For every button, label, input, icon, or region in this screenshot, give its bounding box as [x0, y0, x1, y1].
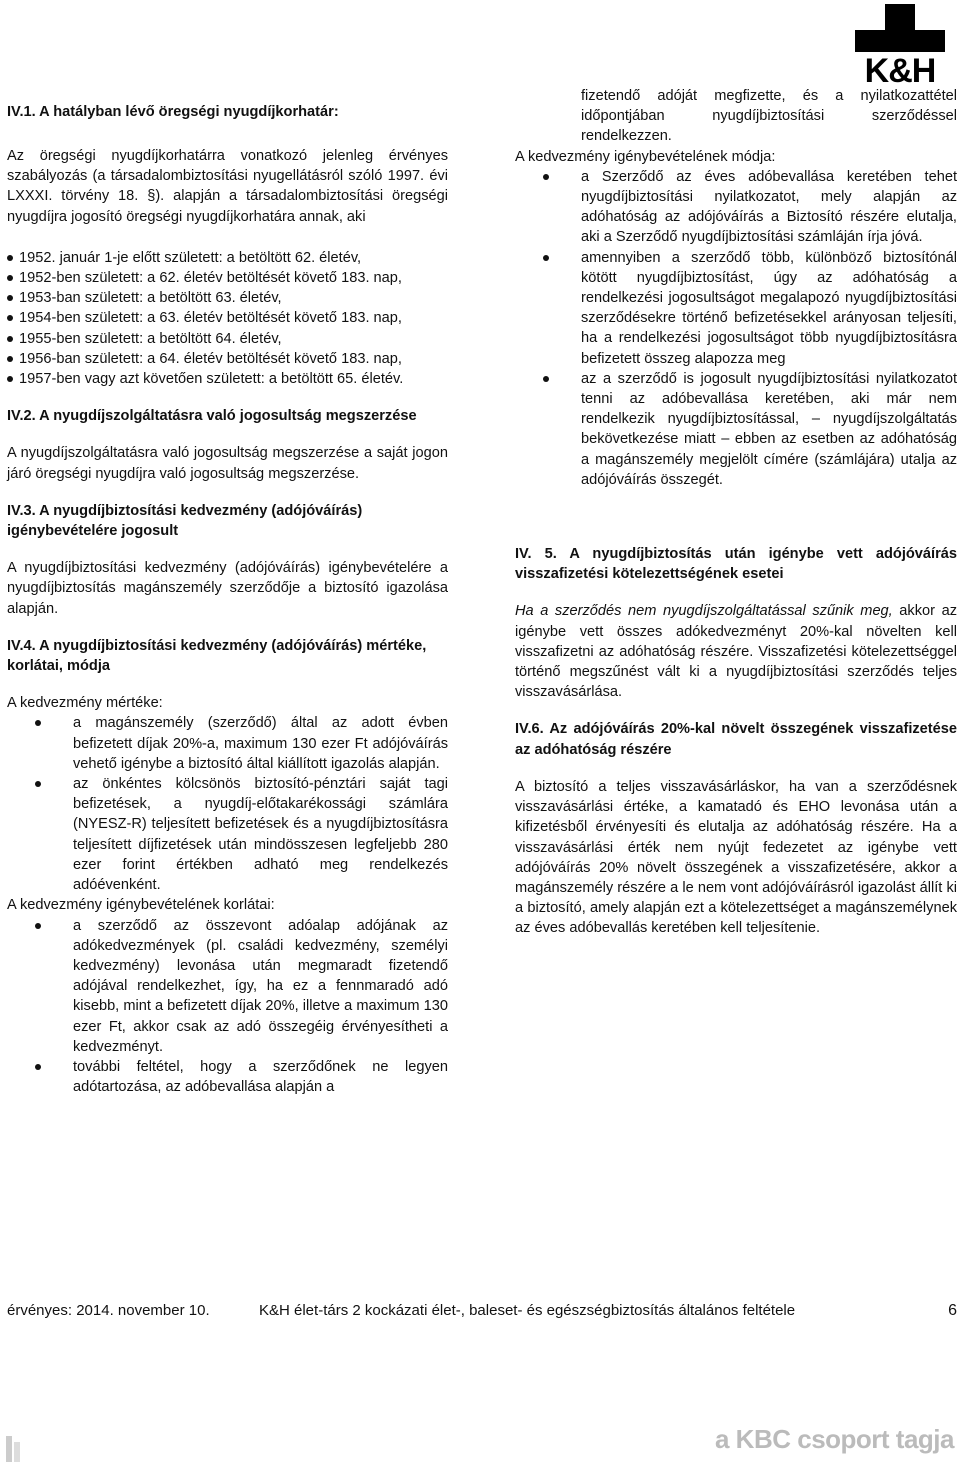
list-item: 1955-ben született: a betöltött 64. életév, — [7, 329, 448, 349]
corner-logo-icon — [6, 1436, 20, 1462]
list-item: 1953-ban született: a betöltött 63. életév, — [7, 288, 448, 308]
kh-logo-text: K&H — [864, 52, 936, 90]
mod-list — [515, 167, 957, 490]
paragraph-iv2: A nyugdíjszolgáltatásra való jogosultság megszerzése a saját jogon járó öregségi nyugdíjra való jogosultság megszerzése. — [7, 445, 448, 482]
korlat-lead: A kedvezmény igénybevételének korlátai: — [7, 897, 275, 914]
age-limit-list — [7, 248, 448, 389]
paragraph-iv6: A biztosító a teljes visszavásárláskor, ha van a szerződésnek visszavásárlási értéke, a kamatadó és EHO levonása után a kifizetésből érvényesíti és elutalja az adóhatóság részére. Ha a visszavásárlási érték nem nyújt fedezetet az igénybe vett adójóváírás 20% növelt összegének a visszafizetésére, akkor a magánszemély részére a le nem vont adójóváírásról igazolást állít ki a biztosító, amely alapján ezt a kötelezettséget a magánszemélynek az éves adóbevallás keretében kell teljesítenie. — [515, 778, 957, 937]
heading-iv3: IV.3. A nyugdíjbiztosítási kedvezmény (adójóváírás) igénybevételére jogosult — [7, 502, 363, 540]
list-item: 1952. január 1-je előtt született: a betöltött 62. életév, — [7, 248, 448, 268]
paragraph-iv3: A nyugdíjbiztosítási kedvezmény (adójóváírás) igénybevételére a nyugdíjbiztosítás magánszemély szerződője a biztosító igazolása alapján. — [7, 560, 448, 617]
paragraph-iv1: Az öregségi nyugdíjkorhatárra vonatkozó jelenleg érvényes szabályozás (a társadalombiztosítási nyugellátásról szóló 1997. évi LXXXI. törvény 18. §). alapján a társadalombiztosítási öregségi nyugdíjra jogosító öregségi nyugdíjkorhatára annak, aki — [7, 148, 448, 225]
mod-lead: A kedvezmény igénybevételének módja: — [515, 148, 776, 165]
kh-logo — [845, 4, 955, 90]
list-item: 1954-ben született: a 63. életév betöltését követő 183. nap, — [7, 308, 448, 328]
kbc-group-tagline: a KBC csoport tagja — [715, 1424, 954, 1454]
continued-text: fizetendő adóját megfizette, és a nyilatkozattétel időpontjában nyugdíjbiztosítási szerződéssel rendelkezzen. — [581, 88, 957, 145]
list-item: 1956-ban született: a 64. életév betöltését követő 183. nap, — [7, 349, 448, 369]
list-item: 1957-ben vagy azt követően született: a betöltött 65. életév. — [7, 369, 448, 389]
list-item: 1952-ben született: a 62. életév betöltését követő 183. nap, — [7, 268, 448, 288]
list-item: a Szerződő az éves adóbevallása keretében tehet nyugdíjbiztosítási nyilatkozatot, mely alapján az adóhatóság az adójóváírás a Biztosító részére elutalja, aki a Szerződő nyugdíjbiztosítási számláján írja jóvá. — [515, 167, 957, 248]
kh-logo-mark-icon — [845, 4, 955, 56]
list-item: további feltétel, hogy a szerződőnek ne legyen adótartozása, az adóbevallása alapján a — [7, 1057, 448, 1097]
mertek-lead: A kedvezmény mértéke: — [7, 695, 163, 712]
list-item: a szerződő az összevont adóalap adójának az adókedvezmények (pl. családi kedvezmény, személyi kedvezmény) levonása után megmaradt fizetendő adójával rendelkezhet, így, ha ez a fennmaradó adó kisebb, mint a befizetett díjak 20%, illetve a maximum 130 ezer Ft, akkor csak az adó összegéig érvényesítheti a kedvezményt. — [7, 916, 448, 1057]
left-column — [7, 102, 448, 1097]
list-item: az a szerződő is jogosult nyugdíjbiztosítási nyilatkozatot tenni az adóbevallása keretében, aki már nem rendelkezik nyugdíjbiztosítással, – nyugdíjszolgáltatás bekövetkezése miatt – ebben az esetben az adóhatóság a magánszemély megjelölt címére (számlájára) utalja az adójóváírás összegét. — [515, 369, 957, 490]
right-column — [515, 86, 957, 939]
footer-date: érvényes: 2014. november 10. — [7, 1302, 210, 1319]
paragraph-iv5 — [515, 601, 957, 702]
page-number: 6 — [948, 1302, 957, 1319]
list-item: a magánszemély (szerződő) által az adott évben befizetett díjak 20%-a, maximum 130 ezer Ft adójóváírás vehető igénybe a biztosító által kiállított igazolás alapján. — [7, 713, 448, 774]
korlat-list — [7, 916, 448, 1098]
heading-iv6: IV.6. Az adójóváírás 20%-kal növelt összegének visszafizetése az adóhatóság részére — [515, 721, 957, 758]
paragraph-iv5-rest: akkor az igénybe vett összes adókedvezményt 20%-kal növelten kell visszafizetni az adóhatóság részére. Visszafizetési kötelezettséggel történő megszűnést vált ki a nyugdíjbiztosítási szerződés teljes visszavásárlása. — [515, 603, 957, 701]
paragraph-iv5-italic: Ha a szerződés nem nyugdíjszolgáltatással szűnik meg, — [515, 603, 893, 620]
footer-title: K&H élet-társ 2 kockázati élet-, baleset- és egészségbiztosítás általános feltétele — [259, 1302, 796, 1319]
heading-iv1: IV.1. A hatályban lévő öregségi nyugdíjkorhatár: — [7, 104, 339, 120]
heading-iv2: IV.2. A nyugdíjszolgáltatásra való jogosultság megszerzése — [7, 408, 417, 425]
heading-iv5: IV. 5. A nyugdíjbiztosítás után igénybe vett adójóváírás visszafizetési kötelezettségének esetei — [515, 546, 957, 583]
list-item: amennyiben a szerződő több, különböző biztosítónál kötött nyugdíjbiztosítást, úgy az adóhatóság a rendelkezési jogosultságot megalapozó nyugdíjbiztosítási szerződésekre történő befizetésekkel arányosan teljesíti, ha a rendelkezési jogosultságot több nyugdíjbiztosításra befizetett összeg alapozza meg — [515, 248, 957, 369]
list-item: az önkéntes kölcsönös biztosító-pénztári saját tagi befizetések, a nyugdíj-előtakarékossági számlára (NYESZ-R) teljesített befizetések és a nyugdíjbiztosításra teljesített díjfizetések után mindösszesen legfeljebb 280 ezer forint értékben adható meg rendelkezés adóévenként. — [7, 774, 448, 895]
heading-iv4: IV.4. A nyugdíjbiztosítási kedvezmény (adójóváírás) mértéke, korlátai, módja — [7, 637, 427, 675]
mertek-list — [7, 713, 448, 895]
